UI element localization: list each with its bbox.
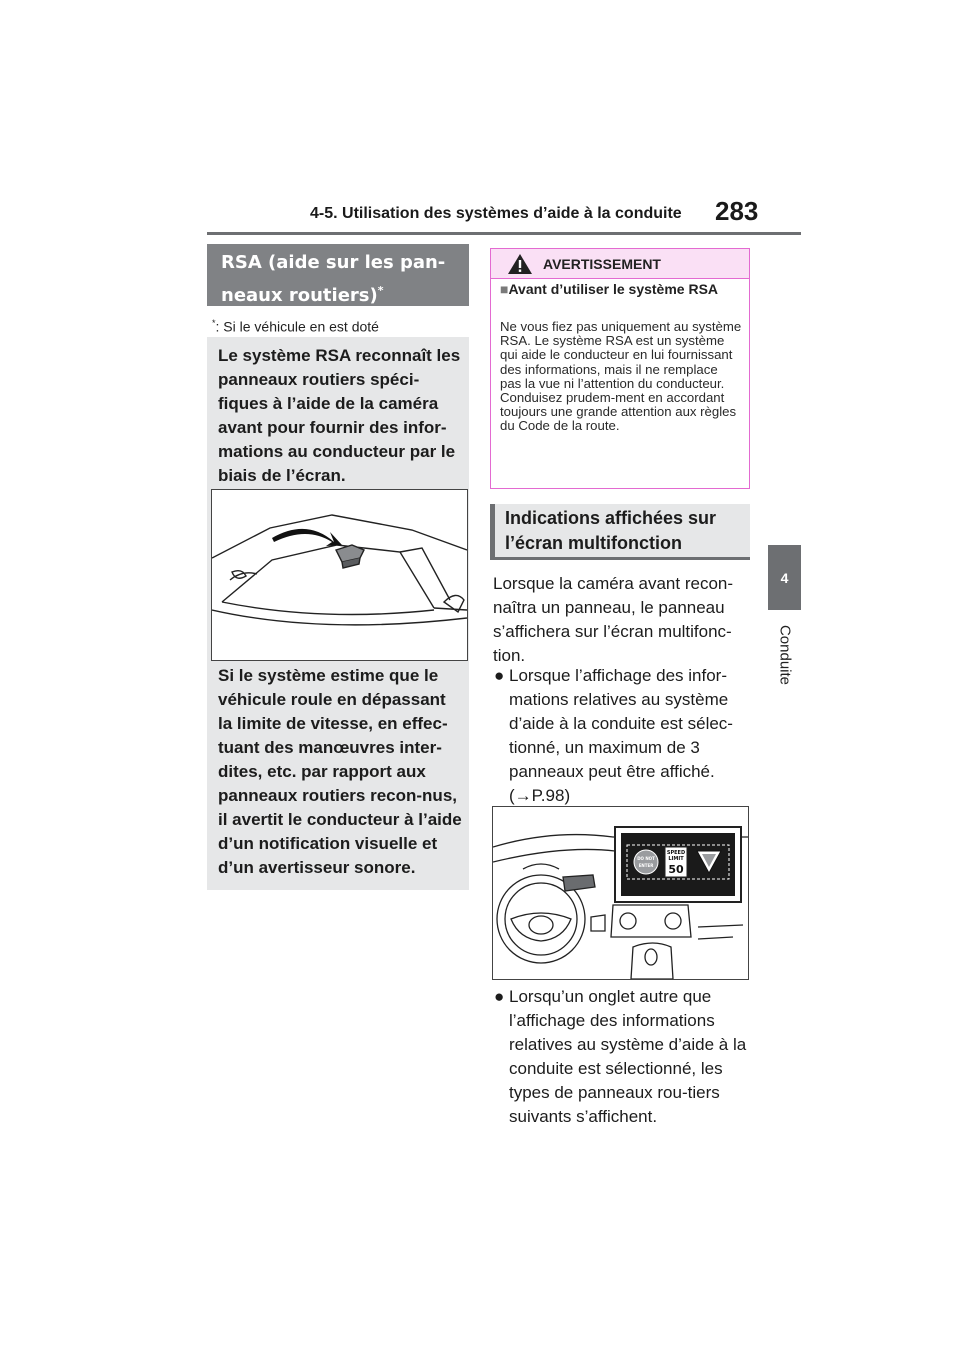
chapter-tab[interactable] [768, 545, 801, 610]
section-title-rsa [207, 244, 469, 306]
footnote-text: : Si le véhicule en est doté [215, 318, 379, 335]
section-title-line2: neaux routiers) [221, 285, 378, 306]
panel-intro-text: Le système RSA reconnaît les panneaux routiers spéci-fiques à l’aide de la caméra avant pour fournir des infor-mations au conducteur par le biais de l’écran. [218, 346, 461, 485]
warning-subheading-text: Avant d’utiliser le système RSA [508, 281, 719, 297]
no-entry-line2: ENTER [638, 863, 654, 868]
bullet-text: Lorsque l’affichage des infor-mations relatives au système d’aide à la conduite est sélec-tionné, un maximum de 3 panneaux peut être affiché. (→P.98) [509, 666, 733, 805]
no-entry-sign-icon [634, 850, 658, 874]
bullet-marker: ● [494, 987, 505, 1006]
speed-limit-line2: LIMIT [668, 856, 684, 862]
warning-subheading-marker: ■ [500, 281, 509, 297]
windshield-bottom-edge [222, 602, 434, 615]
section-title-line1: RSA (aide sur les pan- [221, 252, 446, 273]
chapter-number: 4 [780, 569, 789, 586]
footnote-marker: * [212, 318, 216, 328]
pointer-arrow-icon [272, 529, 342, 546]
windshield-top-edge [222, 545, 434, 608]
bullet-item [493, 664, 755, 808]
dashboard-line [212, 610, 467, 625]
page-number: 283 [715, 196, 759, 226]
speed-limit-value: 50 [668, 863, 684, 876]
speed-limit-line1: SPEED [666, 850, 686, 856]
intro-paragraph: Lorsque la caméra avant recon-naîtra un panneau, le panneau s’affichera sur l’écran multifonc-tion. [493, 574, 734, 665]
panel-detail-text: Si le système estime que le véhicule roule en dépassant la limite de vitesse, en effec-tuant des manœuvres inter-dites, etc. par rapport aux panneaux routiers recon-nus, il avertit le conducteur à l’aide d’un notification visuelle et d’un avertisseur sonore. [218, 666, 462, 877]
warning-body: Ne vous fiez pas uniquement au système RSA. Le système RSA est un système qui aide le conducteur en lui fournissant des informations, mais il ne remplace pas la vue ni l’attention du conducteur. Conduisez prudem-ment en accordant toujours une grande attention aux règles du Code de la route. [500, 319, 742, 434]
header-rule [207, 232, 801, 235]
warning-box [490, 248, 750, 489]
section-title-indications: Indications affichées sur l’écran multifonction [490, 504, 750, 560]
section-title-asterisk: * [377, 284, 384, 297]
windshield-camera-illustration [211, 489, 468, 661]
bullet-marker: ● [494, 666, 505, 685]
warning-header [491, 249, 749, 279]
warning-subheading [500, 282, 740, 297]
bullet-text: Lorsqu’un onglet autre que l’affichage des informations relatives au système d’aide à la conduite est sélectionné, les types de panneaux rou-tiers suivants s’affichent. [509, 987, 747, 1126]
chapter-label-text: Conduite [776, 624, 793, 686]
footnote [212, 318, 379, 335]
windshield-drawing [212, 490, 467, 660]
warning-triangle-icon [507, 253, 537, 275]
chapter-label [768, 615, 801, 695]
header-title: 4-5. Utilisation des systèmes d’aide à la conduite [310, 205, 682, 222]
warning-label: AVERTISSEMENT [543, 255, 661, 272]
dashboard-display-illustration [492, 806, 749, 980]
bullet-item [493, 985, 755, 1129]
dashboard-drawing [493, 807, 748, 979]
no-entry-line1: DO NOT [637, 856, 655, 861]
